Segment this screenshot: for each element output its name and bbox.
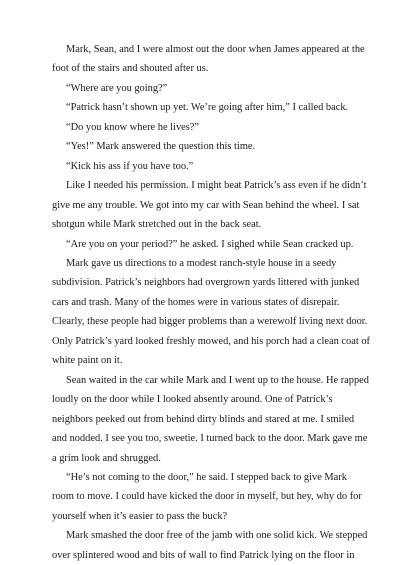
body-text <box>52 40 370 565</box>
paragraph: “Yes!” Mark answered the question this time. <box>66 141 256 153</box>
paragraph: “He’s not coming to the door,” he said. I stepped back to give Mark room to move. I could have kicked the door in myself, but hey, why do for yourself when it’s easier to pass the buck? <box>52 471 362 522</box>
paragraph: Mark, Sean, and I were almost out the door when James appeared at the foot of the stairs and shouted after us. <box>52 44 365 75</box>
paragraph: “Kick his ass if you have too.” <box>66 160 194 172</box>
paragraph: Like I needed his permission. I might beat Patrick’s ass even if he didn’t give me any trouble. We got into my car with Sean behind the wheel. I sat shotgun while Mark stretched out in the back seat. <box>52 180 367 231</box>
paragraph: Sean waited in the car while Mark and I went up to the house. He rapped loudly on the door while I looked absently around. One of Patrick’s neighbors peeked out from behind dirty blinds and stared at me. I smiled and nodded. I see you too, sweetie. I turned back to the door. Mark gave me a grim look and shrugged. <box>52 374 369 464</box>
paragraph: Mark gave us directions to a modest ranch-style house in a seedy subdivision. Patrick’s neighbors had overgrown yards littered with junked cars and trash. Many of the homes were in various states of disrepair. Clearly, these people had bigger problems than a werewolf living next door. Only Patrick’s yard looked freshly mowed, and his porch had a clean coat of white paint on it. <box>52 257 370 367</box>
paragraph: Mark smashed the door free of the jamb with one solid kick. We stepped over splintered wood and bits of wall to find Patrick lying on the floor in <box>52 530 368 561</box>
paragraph: “Are you on your period?” he asked. I sighed while Sean cracked up. <box>66 238 354 250</box>
paragraph: “Patrick hasn’t shown up yet. We’re going after him,” I called back. <box>66 102 349 114</box>
paragraph: “Do you know where he lives?” <box>66 121 200 133</box>
paragraph: “Where are you going?” <box>66 82 168 94</box>
